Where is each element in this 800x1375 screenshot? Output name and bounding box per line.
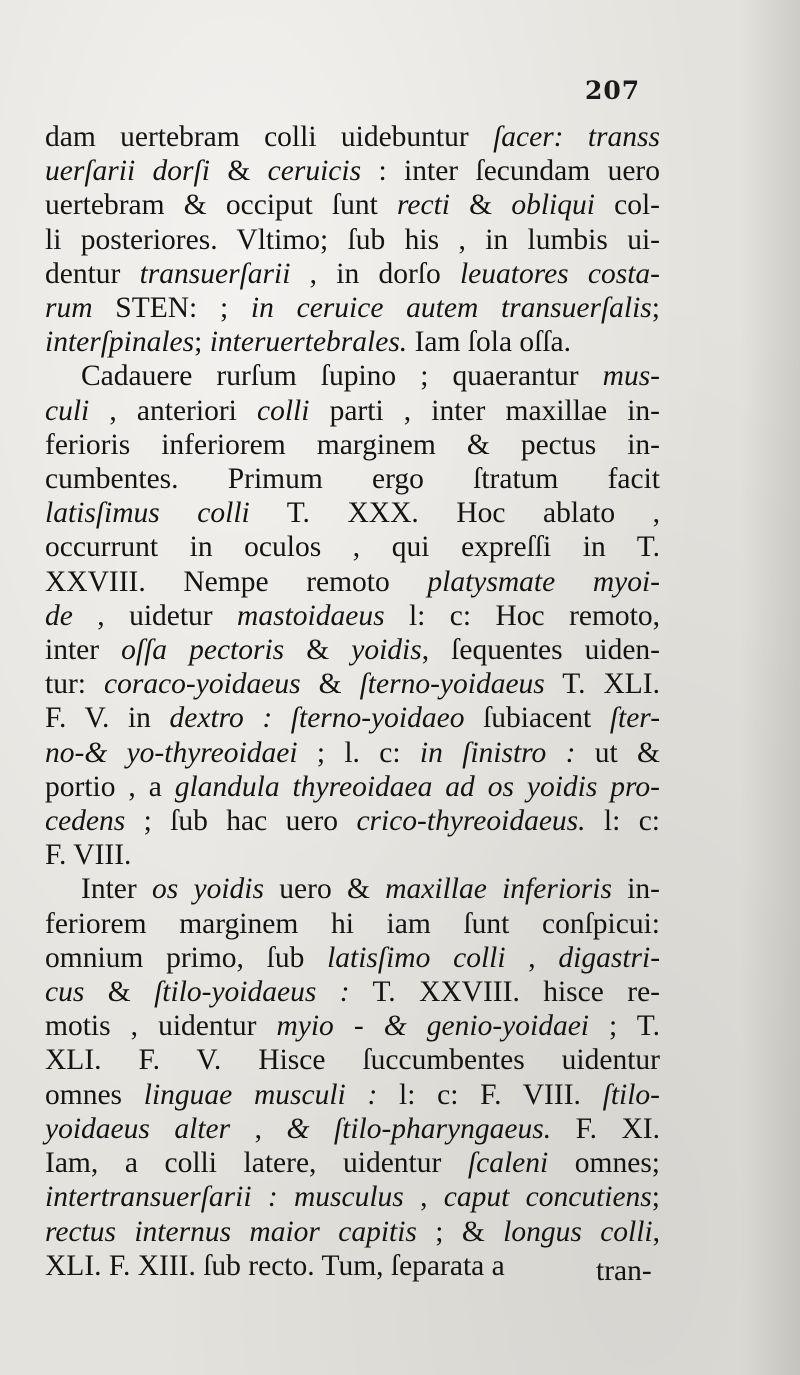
italic-term: os yoidis [151,873,264,906]
text-segment: XXVIII. Nempe remoto [45,565,428,598]
text-segment: & [284,634,352,667]
body-text [45,120,660,1283]
text-segment: occurrunt in oculos , qui expreſſi in T. [45,531,660,564]
italic-term: latisſimo colli [327,941,506,974]
text-segment: ; [194,326,210,359]
text-line [45,257,660,291]
text-line [45,120,660,154]
italic-term: mus- [602,360,660,393]
text-line [45,1043,660,1077]
italic-term: intertransuerſarii : musculus [45,1181,404,1214]
text-line [45,565,660,599]
text-line [45,1215,660,1249]
text-line [45,496,660,530]
text-segment: F. VIII. [45,839,132,872]
italic-term: yoidis [351,634,422,667]
italic-term: cus [45,976,85,1009]
italic-term: maxillae inferioris [385,873,612,906]
text-line [45,394,660,428]
text-line [45,1078,660,1112]
text-segment: & [300,668,360,701]
text-segment: F. XI. [551,1112,661,1145]
text-segment: ; ſub hac uero [125,805,357,838]
text-line [45,428,660,462]
italic-term: interſpinales [45,326,195,359]
text-line [45,1249,660,1283]
italic-term: caput concutiens [443,1181,652,1214]
text-segment: uertebram & occiput ſunt [45,189,398,222]
text-line [45,325,660,359]
text-segment: : inter ſecundam uero [361,155,660,188]
text-segment: ut & [575,736,660,769]
italic-term: rectus internus maior capitis [45,1215,417,1248]
italic-term: obliqui [511,189,595,222]
text-segment: XLI. F. V. Hisce ſuccumbentes uidentur [45,1044,660,1077]
text-line [45,633,660,667]
italic-term: cedens [45,805,126,838]
italic-term: glandula thyreoidaea ad os yoidis pro- [174,770,660,803]
text-segment: , ſequentes uiden- [421,634,661,667]
text-segment: , anteriori [89,394,257,427]
text-segment: Cadauere rurſum ſupino ; quaerantur [81,360,603,393]
text-segment: parti , inter maxillae in- [309,394,660,427]
text-line [45,1180,660,1214]
text-segment: T. XLI. [544,668,661,701]
text-segment: STEN: ; [92,292,251,325]
italic-term: crico-thyreoidaeus. [356,805,586,838]
italic-term: mastoidaeus [237,599,385,632]
text-segment: , [652,1215,660,1248]
italic-term: yoidaeus alter [45,1112,231,1145]
italic-term: recti [397,189,450,222]
text-segment: & [449,189,512,222]
text-line [45,941,660,975]
text-segment: motis , uidentur [45,1010,277,1043]
text-segment: ; T. [588,1010,660,1043]
text-segment: , [230,1112,287,1145]
text-segment: , [505,941,559,974]
italic-term: uerſarii dorſi [45,155,210,188]
italic-term: ſtilo- [602,1078,660,1111]
text-line [45,1112,660,1146]
text-line [45,291,660,325]
text-segment: col- [594,189,660,222]
text-segment: T. XXX. Hoc ablato , [249,497,660,530]
text-line [45,667,660,701]
text-segment: ſubiacent [464,702,610,735]
italic-term: no-& yo-thyreoidaei [45,736,298,769]
text-segment: XLI. F. XIII. ſub recto. Tum, ſeparata a [45,1249,505,1282]
text-line [45,907,660,941]
italic-term: ſacer: transs [493,121,660,153]
text-segment: & [209,155,268,188]
text-line [45,359,660,393]
text-line [45,1009,660,1043]
italic-term: transuerſarii [139,257,291,290]
text-segment: omnes; [548,1147,660,1180]
text-segment: inter [45,634,122,667]
italic-term: leuatores costa- [459,257,660,290]
text-line [45,770,660,804]
text-segment: F. V. in [45,702,170,735]
text-segment: Inter [81,873,152,906]
text-segment: ; [651,1181,660,1214]
text-segment: l: c: [585,805,660,838]
text-line [45,530,660,564]
text-segment: Iam ſola oſſa. [407,326,572,359]
text-segment: dam uertebram colli uidebuntur [45,121,494,153]
text-segment: ; [651,292,660,325]
text-segment: omnes [45,1078,144,1111]
text-line [45,462,660,496]
text-segment: , [403,1181,444,1214]
text-segment: ; & [416,1215,504,1248]
text-line [45,872,660,906]
text-segment: ferioris inferiorem marginem & pectus in- [45,428,660,461]
italic-term: latisſimus colli [45,497,250,530]
text-line [45,804,660,838]
italic-term: de [45,599,73,632]
text-line [45,736,660,770]
text-segment: & [84,976,155,1009]
text-segment: l: c: F. VIII. [377,1078,603,1111]
italic-term: longus colli [503,1215,653,1248]
text-segment: , uidetur [72,599,238,632]
italic-term: & ſtilo-pharyngaeus. [286,1112,552,1145]
italic-term: oſſa pectoris [121,634,285,667]
text-line [45,701,660,735]
italic-term: digastri- [558,941,661,974]
italic-term: platysmate myoi- [427,565,660,598]
text-segment: l: c: Hoc remoto, [384,599,660,632]
italic-term: interuertebrales. [209,326,408,359]
italic-term: in ſinistro : [419,736,576,769]
italic-term: ceruicis [267,155,362,188]
italic-term: linguae musculi : [143,1078,378,1111]
text-line [45,838,660,872]
text-line [45,188,660,222]
text-segment: T. XXVIII. hisce re- [349,976,661,1009]
italic-term: ſtilo-yoidaeus : [154,976,350,1009]
text-segment: Iam, a colli latere, uidentur [45,1147,468,1180]
text-segment: dentur [45,257,140,290]
text-segment: tur: [45,668,104,701]
text-line [45,599,660,633]
text-line [45,975,660,1009]
text-segment: portio , a [45,770,175,803]
italic-term: myio - & genio-yoidaei [276,1010,589,1043]
text-segment: in- [611,873,660,906]
italic-term: ſter- [609,702,661,735]
italic-term: dextro : ſterno-yoidaeo [169,702,465,735]
page-number: 207 [585,76,641,105]
text-segment: cumbentes. Primum ergo ſtratum facit [45,463,660,496]
italic-term: colli [257,394,310,427]
page-edge-shadow [740,0,800,1375]
text-line [45,1146,660,1180]
text-segment: feriorem marginem hi iam ſunt conſpicui: [45,907,660,940]
italic-term: ſcaleni [467,1147,549,1180]
italic-term: coraco-yoidaeus [104,668,301,701]
italic-term: rum [45,292,93,325]
text-segment: li posteriores. Vltimo; ſub his , in lumbis ui- [45,223,660,256]
italic-term: in ceruice autem transuerſalis [250,292,652,325]
text-segment: omnium primo, ſub [45,941,328,974]
italic-term: culi [45,394,90,427]
text-segment: ; l. c: [297,736,420,769]
text-line [45,223,660,257]
text-line [45,154,660,188]
text-segment: uero & [263,873,386,906]
catchword: tran- [596,1255,652,1287]
text-segment: , in dorſo [290,257,460,290]
italic-term: ſterno-yoidaeus [359,668,545,701]
